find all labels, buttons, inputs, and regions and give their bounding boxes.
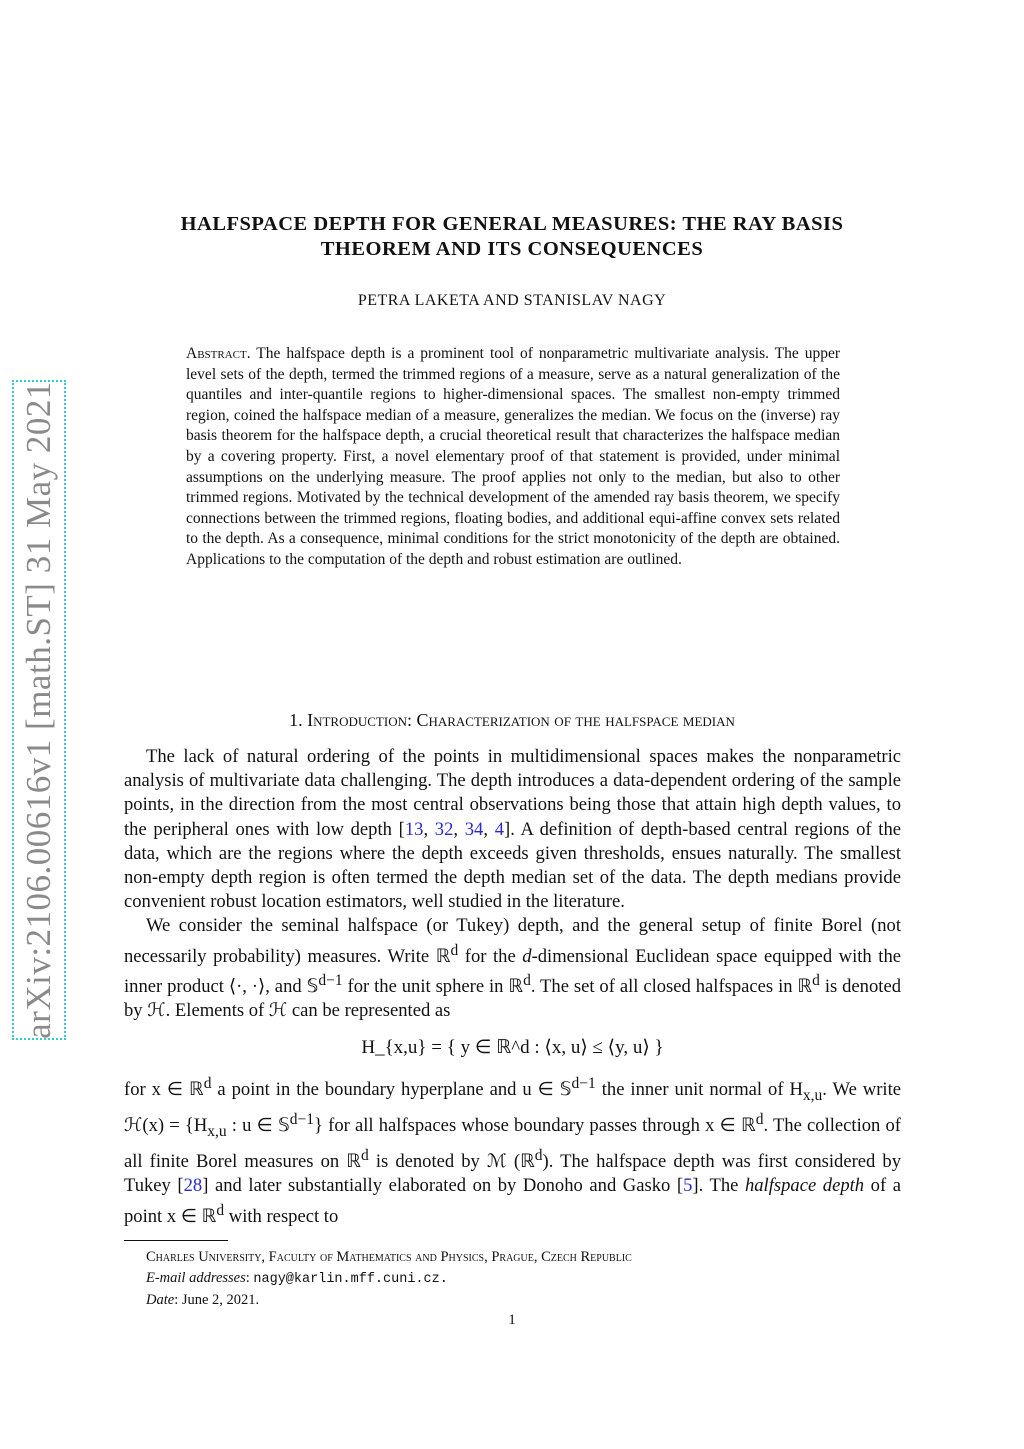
section-title: Introduction: Characterization of the halfspace median (307, 710, 735, 730)
paper-title (100, 212, 924, 262)
title-line-1: HALFSPACE DEPTH FOR GENERAL MEASURES: THE RAY BASIS (180, 213, 844, 235)
paragraph-1: The lack of natural ordering of the points in multidimensional spaces makes the nonparametric analysis of multivariate data challenging. The depth introduces a data-dependent ordering of the sample points, in the direction from the most central observations being those that attain high depth values, to the peripheral ones with low depth [13, 32, 34, 4]. A definition of depth-based central regions of the data, which are the regions where the depth exceeds given thresholds, ensues naturally. The smallest non-empty depth region is often termed the depth median set of the data. The depth medians provide convenient robust location estimators, well studied in the literature. (124, 746, 902, 913)
citation-link[interactable]: 4 (494, 818, 504, 840)
date-line: Date: June 2, 2021. (146, 1292, 260, 1308)
citation-link[interactable]: 5 (683, 1175, 693, 1197)
email-line: E-mail addresses: nagy@karlin.mff.cuni.cz. (146, 1270, 448, 1287)
section-heading (100, 710, 924, 731)
arxiv-identifier: arXiv:2106.00616v1 [math.ST] 31 May 2021 (19, 381, 58, 1039)
citation-link[interactable]: 28 (183, 1175, 203, 1197)
footnote-rule (124, 1240, 228, 1241)
abstract-label: Abstract. (186, 345, 251, 362)
section-number: 1. (289, 710, 303, 730)
display-equation: H_{x,u} = { y ∈ ℝ^d : ⟨x, u⟩ ≤ ⟨y, u⟩ } (361, 1036, 664, 1058)
email-address[interactable]: nagy@karlin.mff.cuni.cz. (253, 1272, 448, 1287)
citation-link[interactable]: 32 (434, 818, 454, 840)
body-text (124, 745, 901, 1229)
paragraph-3: for x ∈ ℝ$^d$ a point in the boundary hyperplane and u ∈ 𝕊$^{d-1}$ the inner unit normal of $H_{x,u}$. We write ℋ(x) = {$H_{x,u}$ : u ∈ 𝕊$^{d-1}$} for all halfspaces whose boundary passes through x ∈ ℝ$^d$. The collection of all finite Borel measures on ℝ$^d$ is denoted by ℳ (ℝ$^d$). The halfspace depth was first considered by Tukey [28] and later substantially elaborated on by Donoho and Gasko [5]. The halfspace depth of a point x ∈ ℝ$^d$ with respect to (124, 1074, 901, 1227)
affiliation: Charles University, Faculty of Mathematics and Physics, Prague, Czech Republic (146, 1249, 632, 1265)
abstract (186, 344, 840, 571)
footnotes (146, 1247, 906, 1311)
citation-link[interactable]: 13 (404, 818, 424, 840)
citation-link[interactable]: 34 (464, 818, 484, 840)
page-number: 1 (508, 1312, 516, 1328)
paragraph-2: We consider the seminal halfspace (or Tukey) depth, and the general setup of finite Borel (not necessarily probability) measures. Write ℝ$^d$ for the d-dimensional Euclidean space equipped with the inner product ⟨·, ·⟩, and 𝕊$^{d-1}$ for the unit sphere in ℝ$^d$. The set of all closed halfspaces in ℝ$^d$ is denoted by ℋ. Elements of ℋ can be represented as (124, 915, 902, 1022)
abstract-text: The halfspace depth is a prominent tool of nonparametric multivariate analysis. The upper level sets of the depth, termed the trimmed regions of a measure, serve as a natural generalization of the quantiles and inter-quantile regions to higher-dimensional spaces. The smallest non-empty trimmed region, coined the halfspace median of a measure, generalizes the median. We focus on the (inverse) ray basis theorem for the halfspace depth, a crucial theoretical result that characterizes the halfspace median by a covering property. First, a novel elementary proof of that statement is provided, under minimal assumptions on the underlying measure. The proof applies not only to the median, but also to other trimmed regions. Motivated by the technical development of the amended ray basis theorem, we specify connections between the trimmed regions, floating bodies, and additional equi-affine convex sets related to the depth. As a consequence, minimal conditions for the strict monotonicity of the depth are obtained. Applications to the computation of the depth and robust estimation are outlined. (186, 345, 840, 568)
emphasis-halfspace-depth: halfspace depth (744, 1175, 865, 1197)
arxiv-stamp (12, 380, 66, 1040)
title-line-2: THEOREM AND ITS CONSEQUENCES (320, 238, 704, 260)
authors: PETRA LAKETA AND STANISLAV NAGY (357, 292, 667, 309)
